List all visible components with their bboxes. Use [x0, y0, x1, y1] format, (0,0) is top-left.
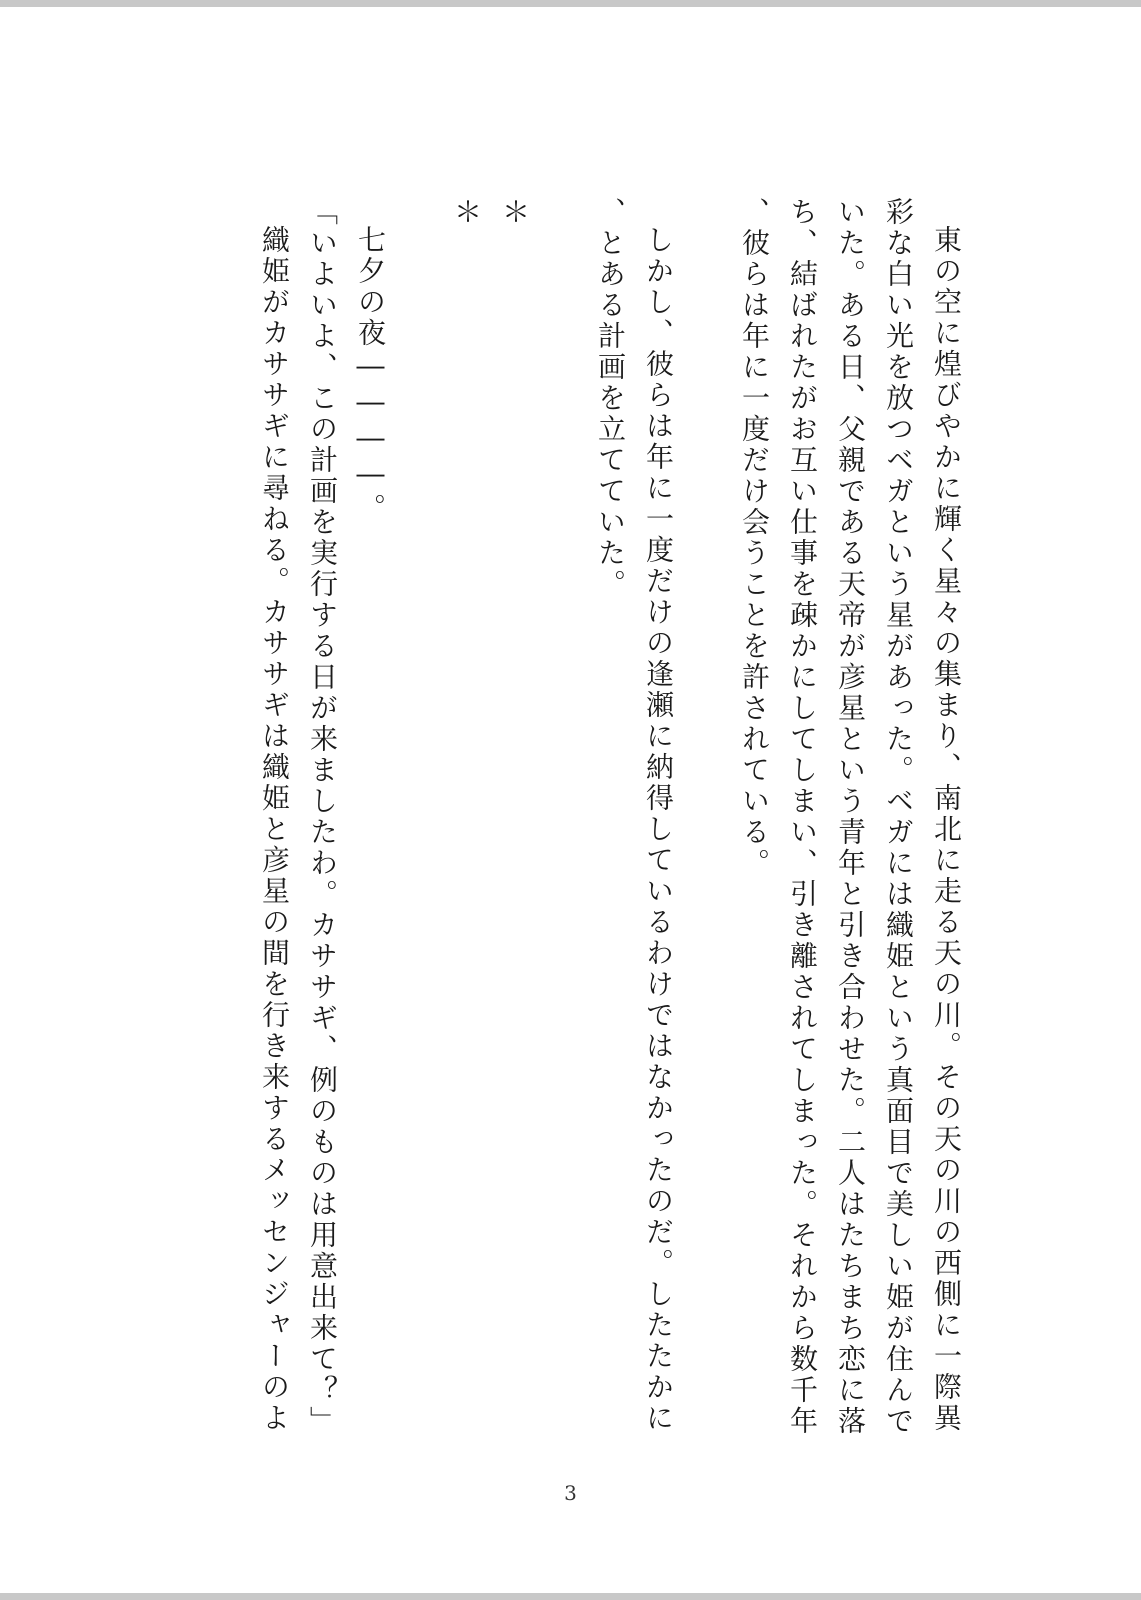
- scene-break-star: ＊: [450, 197, 483, 228]
- blank-line: [538, 197, 586, 1457]
- text-area: [180, 197, 970, 1457]
- paragraph-2: しかし、彼らは年に一度だけの逢瀬に納得しているわけではなかったのだ。したたかに、とある計画を立てていた。: [594, 197, 675, 1434]
- blank-line: [682, 197, 730, 1457]
- viewer-top-bar: [0, 0, 1141, 7]
- blank-line: [394, 197, 442, 1457]
- paragraph-1: 東の空に煌びやかに輝く星々の集まり、南北に走る天の川。その天の川の西側に一際異彩な白い光を放つベガという星があった。ベガには織姫という真面目で美しい姫が住んでいた。ある日、父親である天帝が彦星という青年と引き合わせた。二人はたちまち恋に落ち、結ばれたがお互い仕事を疎かにしてしまい、引き離されてしまった。それから数千年、彼らは年に一度だけ会うことを許されている。: [738, 197, 963, 1437]
- paragraph-4: 織姫がカササギに尋ねる。カササギは織姫と彦星の間を行き来するメッセンジャーのよ: [258, 225, 291, 1434]
- document-page: [0, 7, 1141, 1593]
- dialogue-line: 「いよいよ、この計画を実行する日が来ましたわ。カササギ、例のものは用意出来て？」: [306, 197, 339, 1437]
- paragraph-3: 七夕の夜――――。: [354, 225, 387, 524]
- page-number: 3: [564, 1481, 577, 1505]
- viewer-bottom-bar: [0, 1593, 1141, 1600]
- scene-break: [442, 197, 538, 1457]
- vertical-text-body: [180, 197, 970, 1457]
- scene-break-star: ＊: [498, 197, 531, 228]
